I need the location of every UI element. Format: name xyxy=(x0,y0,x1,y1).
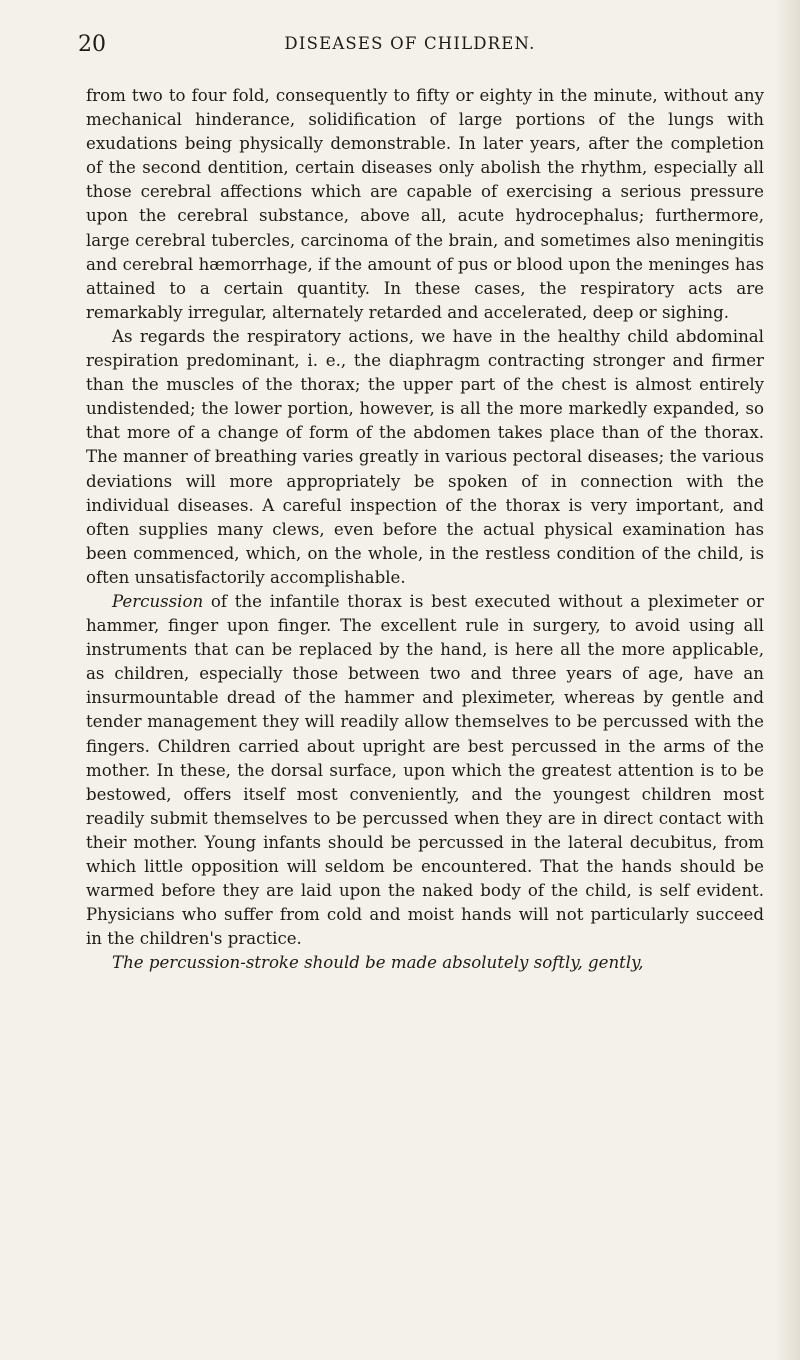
percussion-stroke-text: The percussion-stroke should be made absolutely softly, gently, xyxy=(112,953,644,973)
body-text xyxy=(86,84,764,975)
percussion-term: Percussion xyxy=(112,591,204,611)
paragraph-respiration-rhythm: from two to four fold, consequently to fifty or eighty in the minute, without any mechanical hinderance, solidification of large portions of the lungs with exudations being physically demonstrable. In later years, after the completion of the second dentition, certain diseases only abolish the rhythm, especially all those cerebral affections which are capable of exercising a serious pressure upon the cerebral substance, above all, acute hydrocephalus; furthermore, large cerebral tubercles, carcinoma of the brain, and sometimes also meningitis and cerebral hæmorrhage, if the amount of pus or blood upon the meninges has attained to a certain quantity. In these cases, the respiratory acts are remarkably irregular, alternately retarded and accelerated, deep or sighing. xyxy=(86,86,764,322)
running-head xyxy=(78,32,742,60)
paragraph-percussion xyxy=(86,590,764,951)
page-edge-shadow xyxy=(774,0,800,1360)
percussion-text: of the infantile thorax is best executed without a pleximeter or hammer, finger upon finger. The excellent rule in surgery, to avoid using all instruments that can be replaced by the hand, is here all the more applicable, as children, especially those between two and three years of age, have an insurmountable dread of the hammer and pleximeter, whereas by gentle and tender management they will readily allow themselves to be percussed with the fingers. Children carried about upright are best percussed in the arms of the mother. In these, the dorsal surface, upon which the greatest attention is to be bestowed, offers itself most conveniently, and the youngest children most readily submit themselves to be percussed when they are in direct contact with their mother. Young infants should be percussed in the lateral decubitus, from which little opposition will seldom be encountered. That the hands should be warmed before they are laid upon the naked body of the child, is self evident. Physicians who suffer from cold and moist hands will not particularly succeed in the children's practice. xyxy=(86,591,764,949)
page-number: 20 xyxy=(78,32,106,57)
paragraph-percussion-stroke xyxy=(86,951,764,975)
running-title: DISEASES OF CHILDREN. xyxy=(284,34,536,53)
paragraph-respiratory-actions: As regards the respiratory actions, we have in the healthy child abdominal respiration predominant, i. e., the diaphragm contracting stronger and firmer than the muscles of the thorax; the upper part of the chest is almost entirely undistended; the lower portion, however, is all the more markedly expanded, so that more of a change of form of the abdomen takes place than of the thorax. The manner of breathing varies greatly in various pectoral diseases; the various deviations will more appropriately be spoken of in connection with the individual diseases. A careful inspection of the thorax is very important, and often supplies many clews, even before the actual physical examination has been commenced, which, on the whole, in the restless condition of the child, is often unsatisfactorily accomplishable. xyxy=(86,326,764,587)
